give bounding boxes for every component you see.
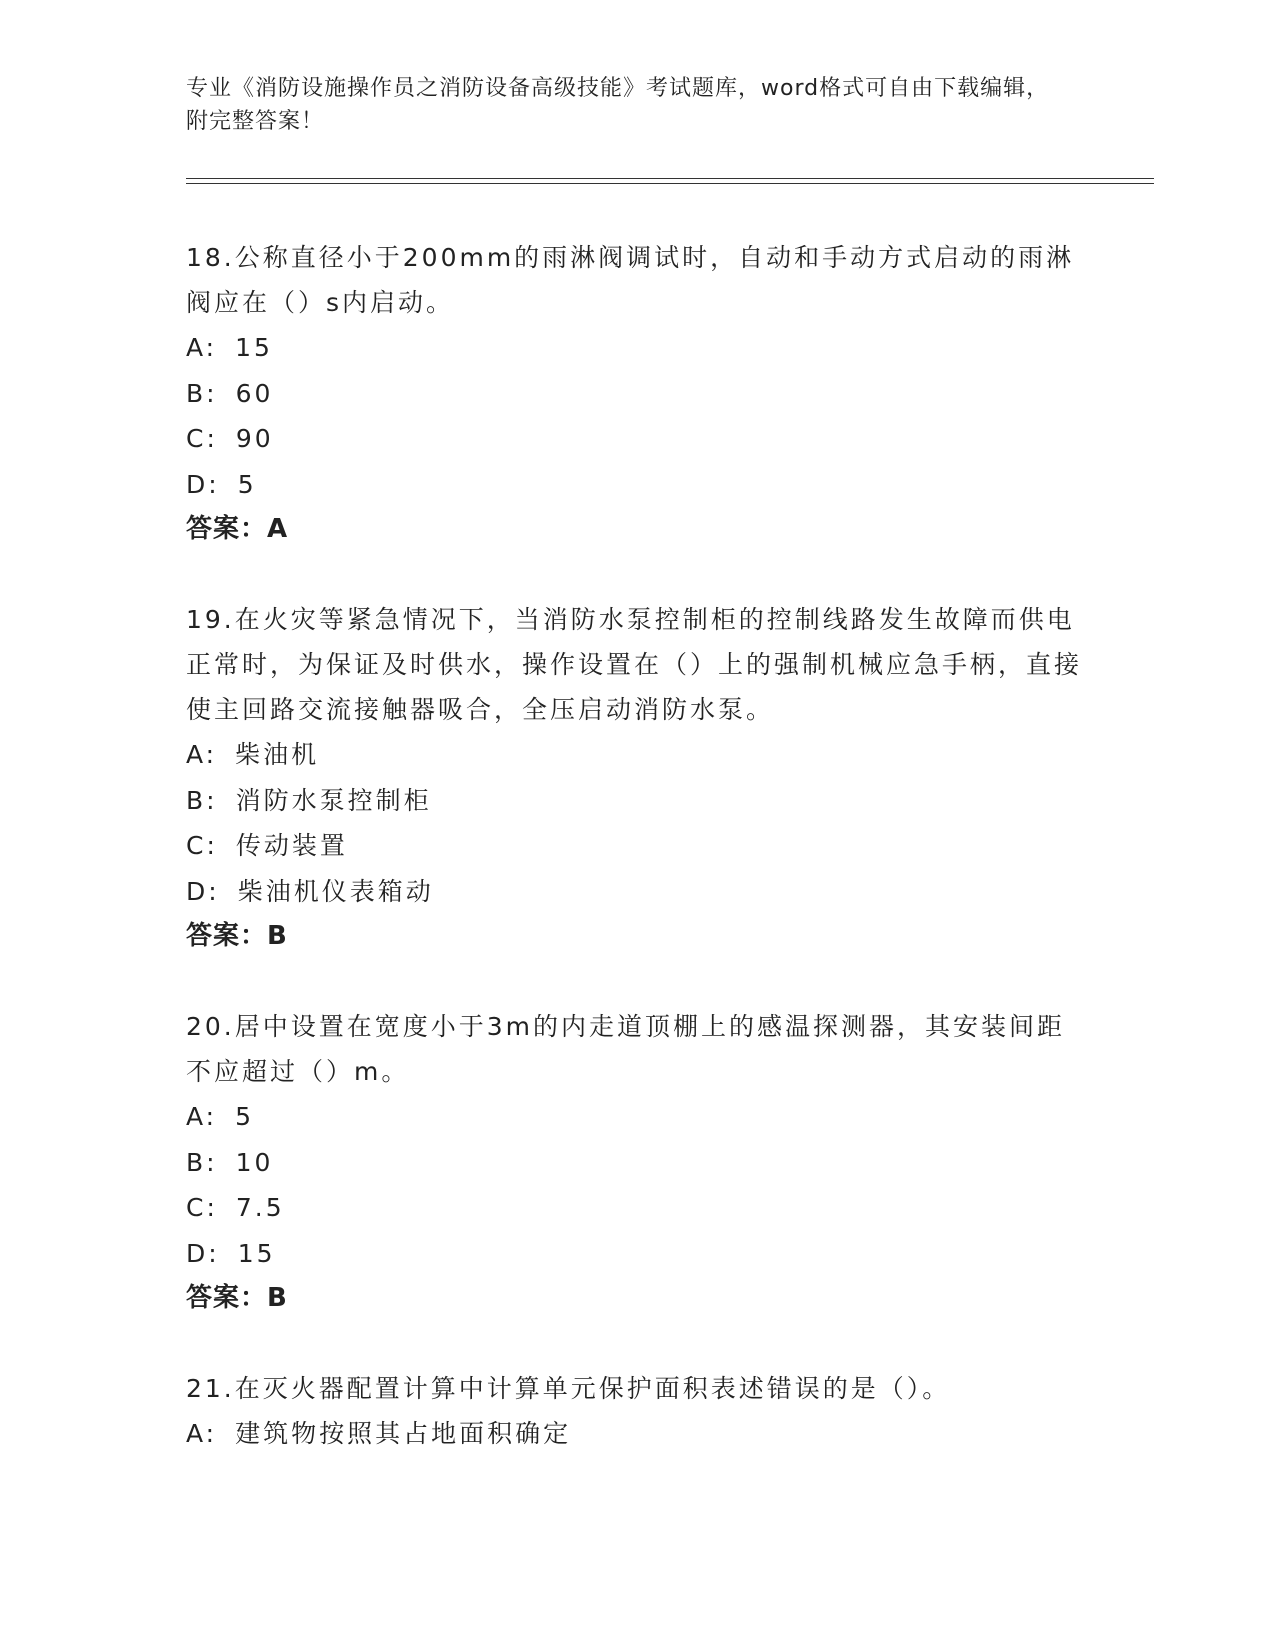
question-20: [186, 1004, 1086, 1321]
document-header: 专业《消防设施操作员之消防设备高级技能》考试题库，word格式可自由下载编辑，附完整答案！: [186, 76, 1050, 134]
option-letter: C:: [186, 1193, 218, 1222]
option-letter: A:: [186, 1102, 218, 1131]
option-text: 建筑物按照其占地面积确定: [235, 1419, 572, 1448]
option-a: [186, 1411, 1086, 1457]
option-d: [186, 869, 1086, 915]
option-text: 15: [237, 1238, 276, 1268]
option-letter: D:: [186, 876, 220, 906]
option-b: [186, 778, 1086, 824]
question-list: [186, 235, 1086, 1502]
option-text: 60: [235, 378, 274, 408]
option-c: [186, 1185, 1086, 1231]
answer-label: 答案：B: [186, 921, 288, 951]
option-text: 传动装置: [235, 831, 348, 860]
option-a: [186, 732, 1086, 778]
question-18: [186, 235, 1086, 552]
option-text: 90: [235, 424, 274, 453]
option-c: [186, 823, 1086, 869]
option-letter: D:: [186, 1238, 220, 1268]
option-letter: B:: [186, 785, 218, 815]
option-letter: B:: [186, 378, 218, 408]
option-letter: A:: [186, 333, 218, 362]
option-text: 消防水泵控制柜: [235, 785, 432, 815]
option-d: [186, 1231, 1086, 1277]
option-letter: A:: [186, 740, 218, 769]
option-d: [186, 462, 1086, 508]
option-letter: C:: [186, 424, 218, 453]
question-text: 18.公称直径小于200mm的雨淋阀调试时，自动和手动方式启动的雨淋阀应在（）s内启动。: [186, 243, 1075, 317]
option-text: 5: [235, 1102, 254, 1131]
option-a: [186, 1094, 1086, 1140]
option-text: 7.5: [235, 1193, 285, 1222]
option-letter: B:: [186, 1147, 218, 1177]
option-b: [186, 371, 1086, 417]
answer-label: 答案：B: [186, 1283, 288, 1313]
question-21: [186, 1366, 1086, 1457]
question-text: 19.在火灾等紧急情况下，当消防水泵控制柜的控制线路发生故障而供电正常时，为保证及时供水，操作设置在（）上的强制机械应急手柄，直接使主回路交流接触器吸合，全压启动消防水泵。: [186, 605, 1083, 724]
option-letter: D:: [186, 469, 220, 499]
option-letter: C:: [186, 831, 218, 860]
question-text: 21.在灭火器配置计算中计算单元保护面积表述错误的是（）。: [186, 1374, 951, 1403]
option-text: 15: [235, 333, 273, 362]
option-letter: A:: [186, 1419, 218, 1448]
header-rule-bottom: [186, 183, 1154, 184]
option-text: 柴油机: [235, 740, 320, 769]
option-text: 柴油机仪表箱动: [237, 876, 434, 906]
header-rule-top: [186, 178, 1154, 179]
option-b: [186, 1140, 1086, 1186]
question-text: 20.居中设置在宽度小于3m的内走道顶棚上的感温探测器，其安装间距不应超过（）m。: [186, 1012, 1066, 1086]
answer-label: 答案：A: [186, 514, 289, 544]
question-19: [186, 597, 1086, 959]
option-c: [186, 416, 1086, 462]
option-a: [186, 325, 1086, 371]
option-text: 5: [237, 469, 257, 499]
option-text: 10: [235, 1147, 274, 1177]
